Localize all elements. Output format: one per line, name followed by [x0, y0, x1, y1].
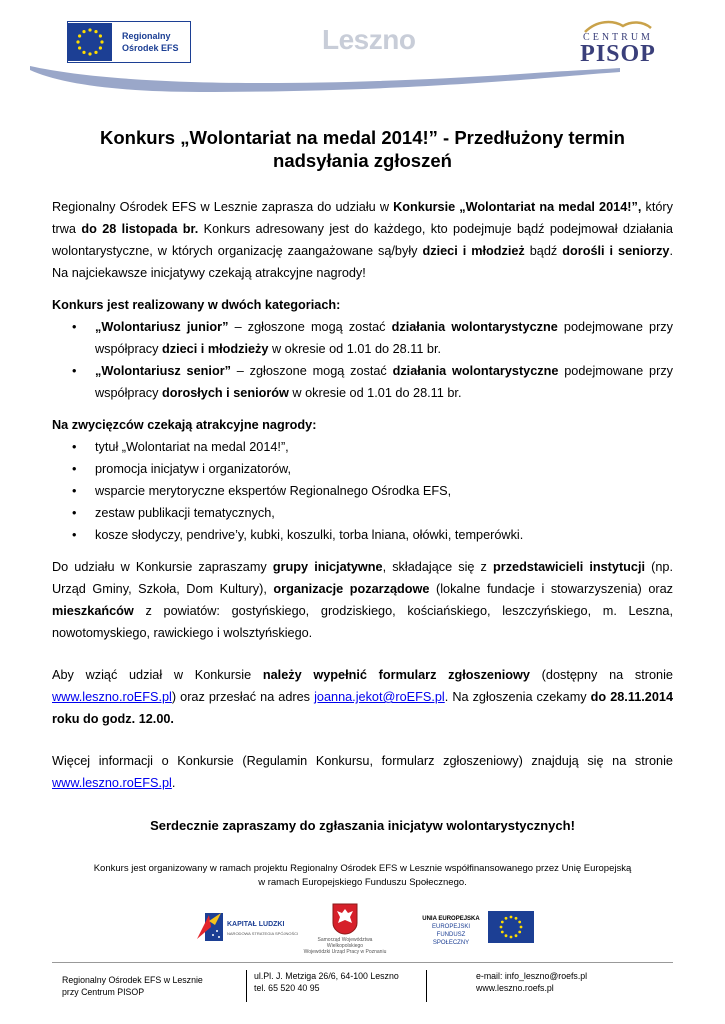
intro-text: . Na najciekawsze inicjatywy czekają atrakcyjne nagrody!	[52, 244, 674, 280]
ue-line2: EUROPEJSKI	[431, 924, 470, 930]
footer-phone: tel. 65 520 40 95	[254, 983, 320, 993]
intro-text: który trwa	[52, 200, 673, 236]
list-item: • zestaw publikacji tematycznych,	[52, 502, 673, 524]
eu-flag-icon	[488, 911, 534, 943]
category-name: „Wolontariusz senior”	[95, 364, 231, 378]
category-bold: działania wolontarystyczne	[392, 364, 559, 378]
footer-org-sub: przy Centrum PISOP	[62, 987, 145, 997]
invite-text: (np. Urząd Gminy, Szkoła, Dom Kultury),	[52, 560, 673, 596]
invite-bold: przedstawicieli instytucji	[493, 560, 646, 574]
logo-text-line1: Regionalny	[122, 31, 171, 41]
footer-email: e-mail: info_leszno@roefs.pl	[476, 971, 588, 981]
prizes-list	[52, 436, 673, 546]
apply-deadline: do 28.11.2014 roku do godz. 12.00.	[52, 690, 673, 726]
website-link[interactable]: www.leszno.roEFS.pl	[52, 690, 172, 704]
footer-address: ul.Pl. J. Metziga 26/6, 64-100 Leszno	[254, 971, 399, 981]
kl-title: KAPITAŁ LUDZKI	[227, 921, 285, 928]
apply-text: ) oraz przesłać na adres	[171, 690, 315, 704]
kl-subtitle: NARODOWA STRATEGIA SPÓJNOŚCI	[227, 931, 299, 936]
invite-text: (lokalne fundacje i stowarzyszenia) oraz	[429, 582, 673, 596]
category-bold: dorosłych i seniorów	[162, 386, 289, 400]
apply-paragraph	[52, 664, 673, 730]
categories-list	[52, 316, 673, 404]
wlkp-line2: Wojewódzki Urząd Pracy w Poznaniu	[303, 949, 387, 955]
main-content	[52, 196, 673, 794]
category-text: podejmowane przy współpracy	[95, 320, 673, 356]
more-paragraph	[52, 750, 673, 794]
invite-text: z powiatów: gostyńskiego, grodziskiego, kościańskiego, leszczyńskiego, m. Leszna, nowotomyskiego, rawickiego i wolsztyńskiego.	[52, 604, 673, 640]
city-label: Leszno	[322, 24, 416, 55]
ue-line1: UNIA EUROPEJSKA	[422, 916, 480, 922]
invite-bold: organizacje pozarządowe	[273, 582, 430, 596]
invite-bold: mieszkańców	[52, 604, 134, 618]
footer-org: Regionalny Ośrodek EFS w Lesznie	[62, 975, 203, 985]
more-text: .	[171, 776, 176, 790]
intro-bold: dorośli i seniorzy	[562, 244, 670, 258]
funding-logos	[0, 903, 725, 953]
closing-line: Serdecznie zapraszamy do zgłaszania inicjatyw wolontarystycznych!	[150, 818, 575, 833]
website-link[interactable]: www.leszno.roEFS.pl	[52, 776, 172, 790]
page-footer	[52, 970, 673, 1004]
intro-text: Regionalny Ośrodek EFS w Lesznie zaprasza do udziału w	[52, 200, 394, 214]
invite-bold: grupy inicjatywne	[272, 560, 383, 574]
invite-text: Do udziału w Konkursie zapraszamy	[52, 560, 273, 574]
list-item: • promocja inicjatyw i organizatorów,	[52, 458, 673, 480]
apply-text: Aby wziąć udział w Konkursie	[52, 668, 263, 682]
category-text: – zgłoszone mogą zostać	[230, 364, 393, 378]
pisop-main-text: PISOP	[580, 41, 656, 67]
category-bold: dzieci i młodzieży	[162, 342, 269, 356]
category-name: „Wolontariusz junior”	[95, 320, 229, 334]
roefs-logo	[67, 21, 191, 63]
eu-flag-icon	[68, 23, 112, 61]
invite-text: , składające się z	[382, 560, 493, 574]
wielkopolska-eagle-icon	[332, 903, 358, 935]
footer-divider	[52, 962, 673, 963]
footer-separator	[246, 970, 247, 1002]
pisop-centrum-text: CENTRUM	[583, 32, 653, 43]
invite-paragraph	[52, 556, 673, 644]
funding-note	[52, 862, 673, 890]
pisop-logo	[572, 18, 664, 78]
ue-line3: FUNDUSZ SPOŁECZNY	[432, 932, 470, 946]
list-item: • kosze słodyczy, pendrive’y, kubki, koszulki, torba lniana, ołówki, temperówki.	[52, 524, 673, 546]
funding-note-line1: Konkurs jest organizowany w ramach projektu Regionalny Ośrodek EFS w Lesznie współfinansowanego przez Unię Europejską	[93, 863, 632, 874]
intro-text: bądź	[524, 244, 563, 258]
list-item	[52, 316, 673, 360]
logo-text-line2: Ośrodek EFS	[122, 43, 179, 53]
kapital-ludzki-logo	[195, 909, 299, 949]
kapital-ludzki-icon	[195, 909, 225, 945]
more-text: Więcej informacji o Konkursie (Regulamin Konkursu, formularz zgłoszeniowy) znajdują się na stronie	[52, 754, 673, 768]
list-item	[52, 360, 673, 404]
footer-website: www.leszno.roefs.pl	[476, 983, 554, 993]
intro-text: Konkurs adresowany jest do każdego, kto podejmuje bądź podejmował działania wolontarystyczne, w których organizację zaangażowane są/były	[52, 222, 673, 258]
page-title: Konkurs „Wolontariat na medal 2014!” - Przedłużony termin nadsyłania zgłoszeń	[100, 127, 625, 171]
categories-heading: Konkurs jest realizowany w dwóch kategoriach:	[52, 298, 341, 312]
intro-bold: Konkursie „Wolontariat na medal 2014!”,	[393, 200, 642, 214]
funding-note-line2: w ramach Europejskiego Funduszu Społecznego.	[258, 877, 467, 888]
wlkp-line1: Samorząd Województwa Wielkopolskiego	[317, 937, 373, 949]
email-link[interactable]: joanna.jekot@roEFS.pl	[314, 690, 445, 704]
category-text: – zgłoszone mogą zostać	[228, 320, 392, 334]
list-item: • tytuł „Wolontariat na medal 2014!”,	[52, 436, 673, 458]
intro-bold: dzieci i młodzież	[422, 244, 525, 258]
apply-text: . Na zgłoszenia czekamy	[444, 690, 591, 704]
apply-bold: należy wypełnić formularz zgłoszeniowy	[262, 668, 530, 682]
category-text: w okresie od 1.01 do 28.11 br.	[288, 386, 462, 400]
category-text: w okresie od 1.01 do 28.11 br.	[268, 342, 442, 356]
category-text: podejmowane przy współpracy	[95, 364, 674, 400]
eu-fund-logo	[418, 911, 536, 945]
footer-separator	[426, 970, 427, 1002]
list-item: • wsparcie merytoryczne ekspertów Regionalnego Ośrodka EFS,	[52, 480, 673, 502]
category-bold: działania wolontarystyczne	[391, 320, 558, 334]
wielkopolska-logo	[300, 903, 390, 955]
intro-paragraph	[52, 196, 673, 284]
prizes-heading: Na zwycięzców czekają atrakcyjne nagrody:	[52, 418, 317, 432]
apply-text: (dostępny na stronie	[529, 668, 673, 682]
intro-bold: do 28 listopada br.	[81, 222, 199, 236]
